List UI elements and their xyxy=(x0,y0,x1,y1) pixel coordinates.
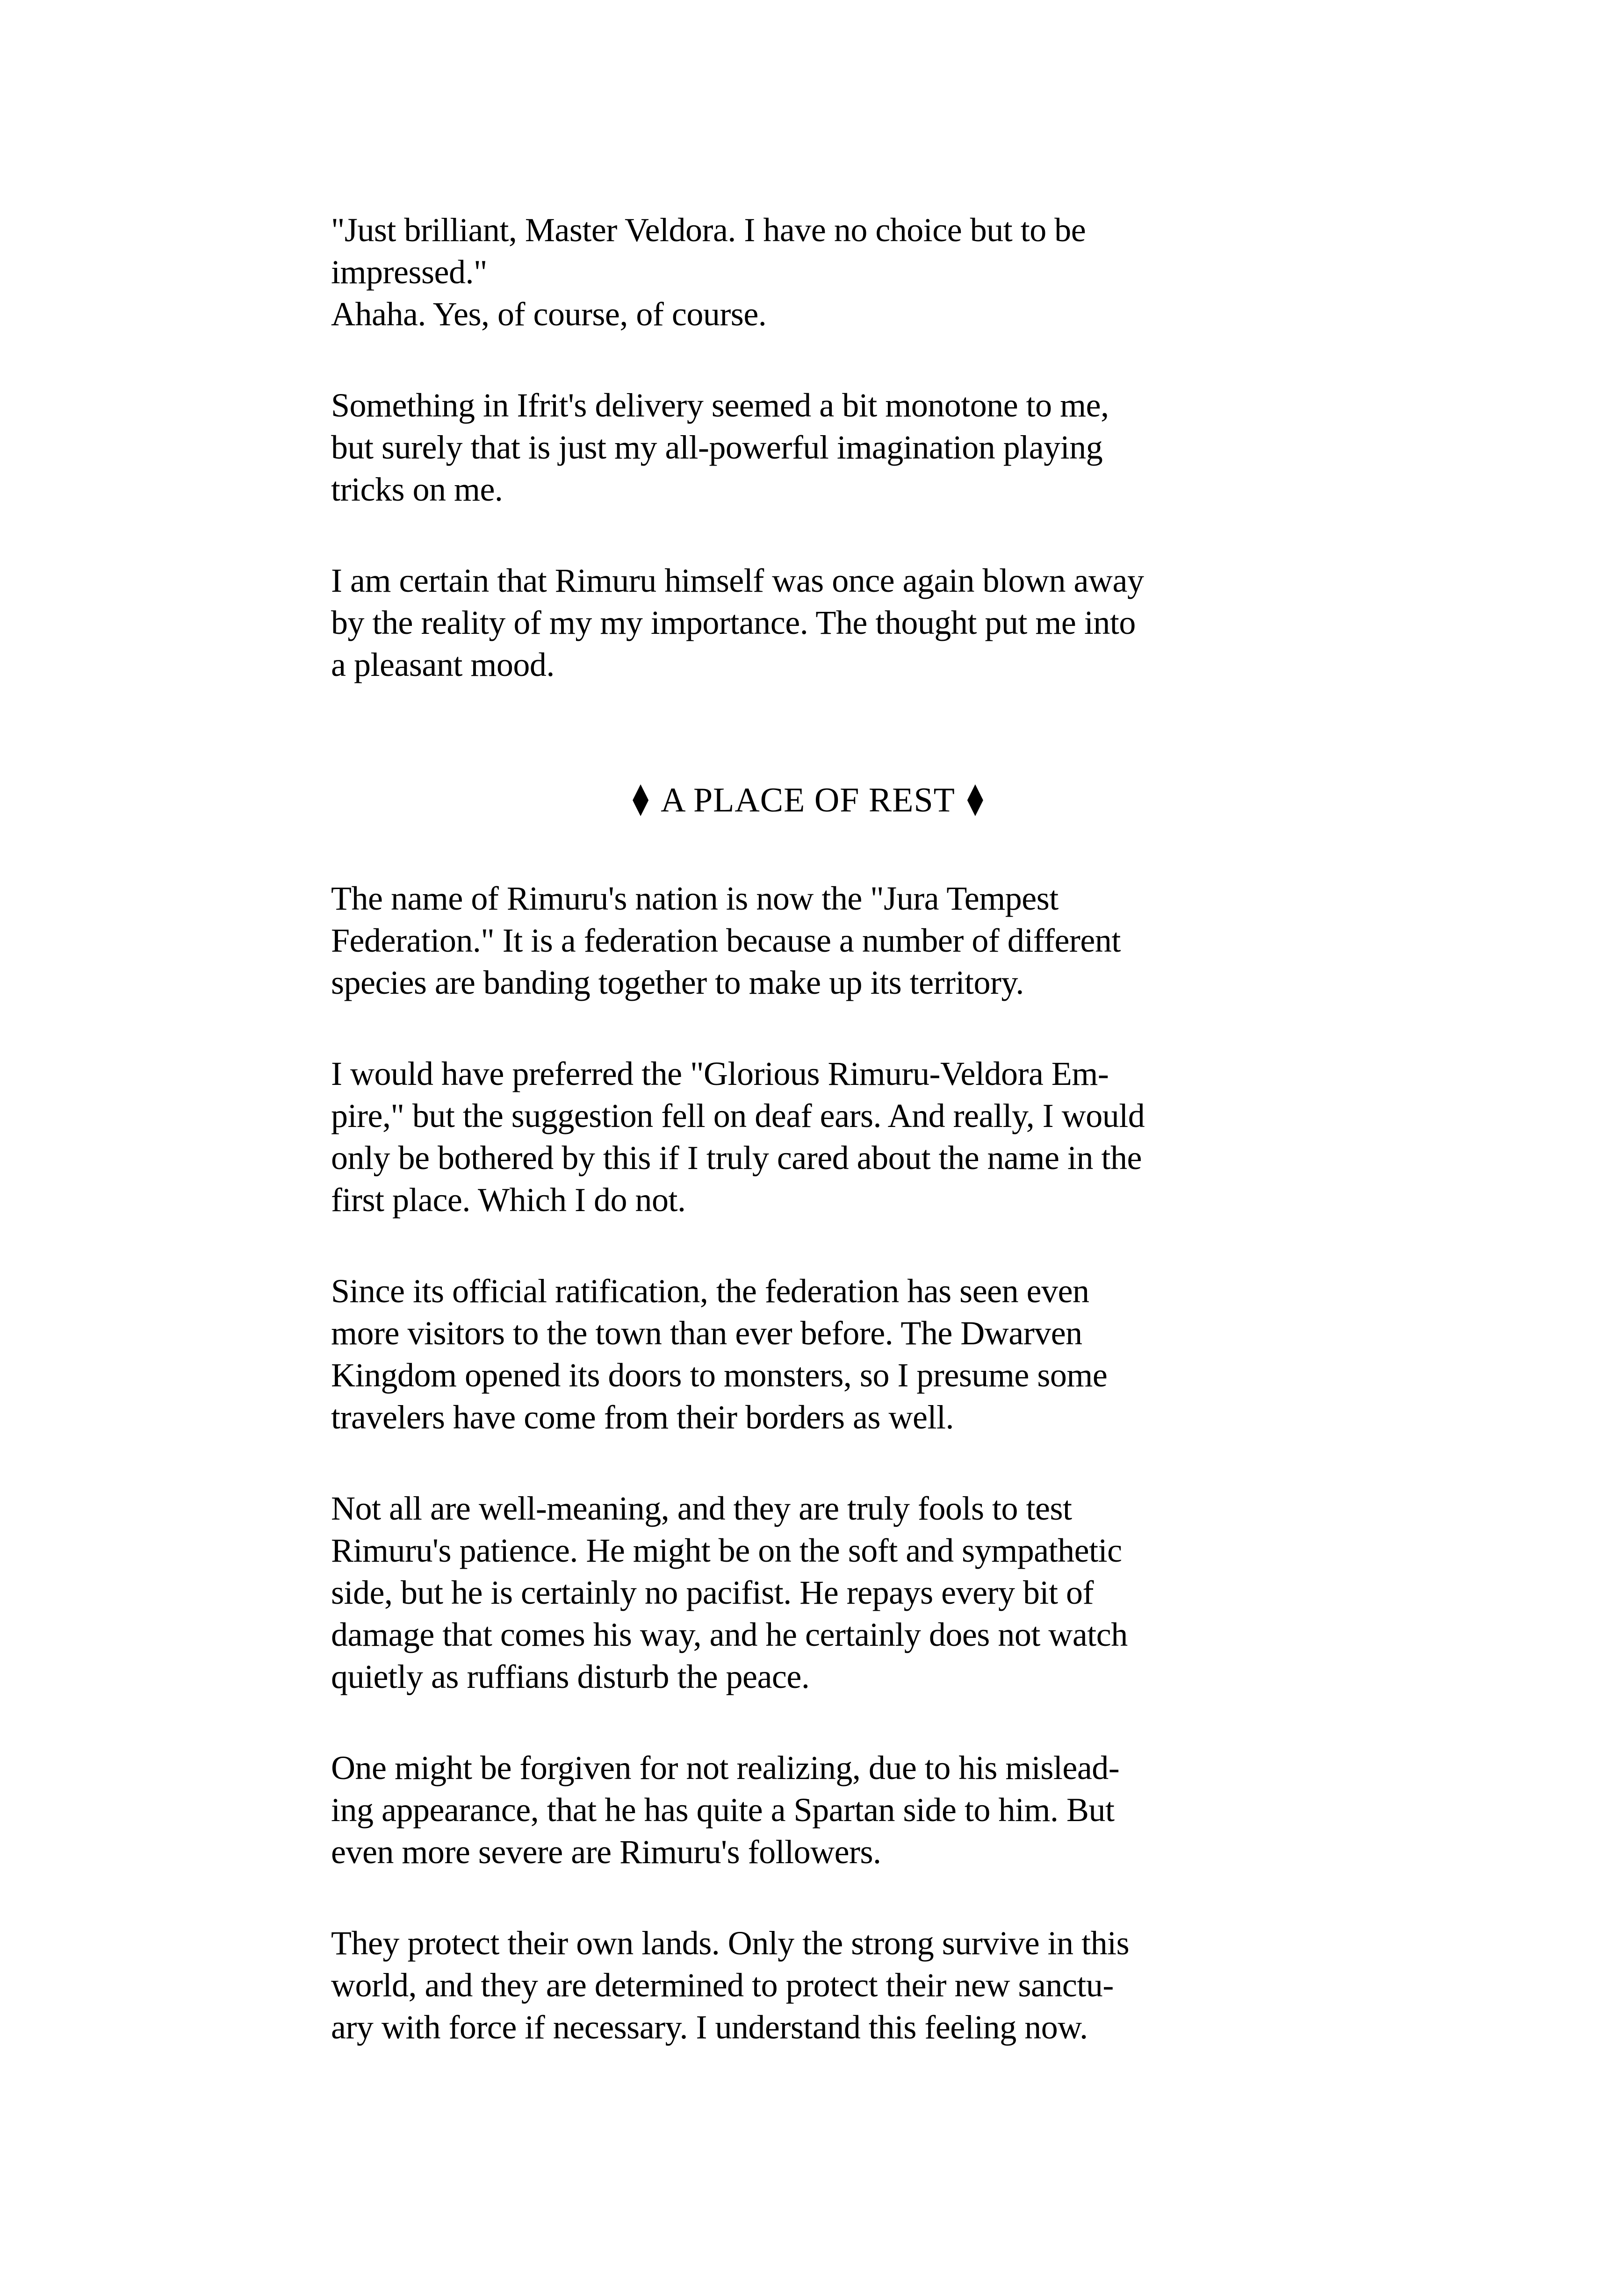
text-line: Rimuru's patience. He might be on the soft and sympathetic xyxy=(331,1532,1122,1569)
text-line: The name of Rimuru's nation is now the "Jura Tempest xyxy=(331,880,1059,917)
text-line: tricks on me. xyxy=(331,471,503,508)
paragraph xyxy=(331,877,1285,1004)
black-diamond-icon xyxy=(967,784,983,816)
text-line: I would have preferred the "Glorious Rimuru-Veldora Em- xyxy=(331,1055,1109,1092)
text-line: Federation." It is a federation because a number of different xyxy=(331,922,1121,959)
text-line: damage that comes his way, and he certainly does not watch xyxy=(331,1616,1128,1653)
paragraph xyxy=(331,1487,1285,1698)
text-line: "Just brilliant, Master Veldora. I have no choice but to be xyxy=(331,211,1086,249)
text-line: Something in Ifrit's delivery seemed a bit monotone to me, xyxy=(331,387,1109,424)
section-heading-text: A PLACE OF REST xyxy=(661,781,955,819)
text-line: side, but he is certainly no pacifist. He repays every bit of xyxy=(331,1574,1094,1611)
text-line: travelers have come from their borders as well. xyxy=(331,1399,954,1436)
text-line: ary with force if necessary. I understand this feeling now. xyxy=(331,2009,1088,2046)
section-heading xyxy=(331,779,1285,821)
text-line: pire," but the suggestion fell on deaf ears. And really, I would xyxy=(331,1097,1145,1134)
text-line: but surely that is just my all-powerful imagination playing xyxy=(331,429,1103,466)
text-line: a pleasant mood. xyxy=(331,646,554,683)
text-line: ing appearance, that he has quite a Spartan side to him. But xyxy=(331,1791,1115,1829)
text-line: more visitors to the town than ever before. The Dwarven xyxy=(331,1314,1082,1352)
text-line: One might be forgiven for not realizing, due to his mislead- xyxy=(331,1749,1120,1787)
paragraph xyxy=(331,1270,1285,1438)
text-line: Kingdom opened its doors to monsters, so I presume some xyxy=(331,1356,1108,1394)
paragraph xyxy=(331,384,1285,510)
text-line: even more severe are Rimuru's followers. xyxy=(331,1833,881,1871)
text-line: Ahaha. Yes, of course, of course. xyxy=(331,295,767,333)
text-line: I am certain that Rimuru himself was once again blown away xyxy=(331,562,1144,599)
text-line: first place. Which I do not. xyxy=(331,1181,686,1219)
text-line: Not all are well-meaning, and they are truly fools to test xyxy=(331,1490,1072,1527)
text-line: They protect their own lands. Only the strong survive in this xyxy=(331,1924,1130,1962)
text-line: impressed." xyxy=(331,253,487,291)
paragraph xyxy=(331,1053,1285,1221)
paragraph xyxy=(331,1922,1285,2048)
text-line: quietly as ruffians disturb the peace. xyxy=(331,1658,810,1695)
page-text xyxy=(331,209,1285,2097)
text-line: only be bothered by this if I truly cared about the name in the xyxy=(331,1139,1142,1177)
paragraph xyxy=(331,209,1285,335)
paragraph xyxy=(331,1747,1285,1873)
text-line: Since its official ratification, the federation has seen even xyxy=(331,1272,1089,1310)
paragraph xyxy=(331,560,1285,686)
text-line: species are banding together to make up its territory. xyxy=(331,964,1024,1001)
text-line: by the reality of my my importance. The thought put me into xyxy=(331,604,1136,641)
black-diamond-icon xyxy=(633,784,648,816)
text-line: world, and they are determined to protect their new sanctu- xyxy=(331,1966,1114,2004)
